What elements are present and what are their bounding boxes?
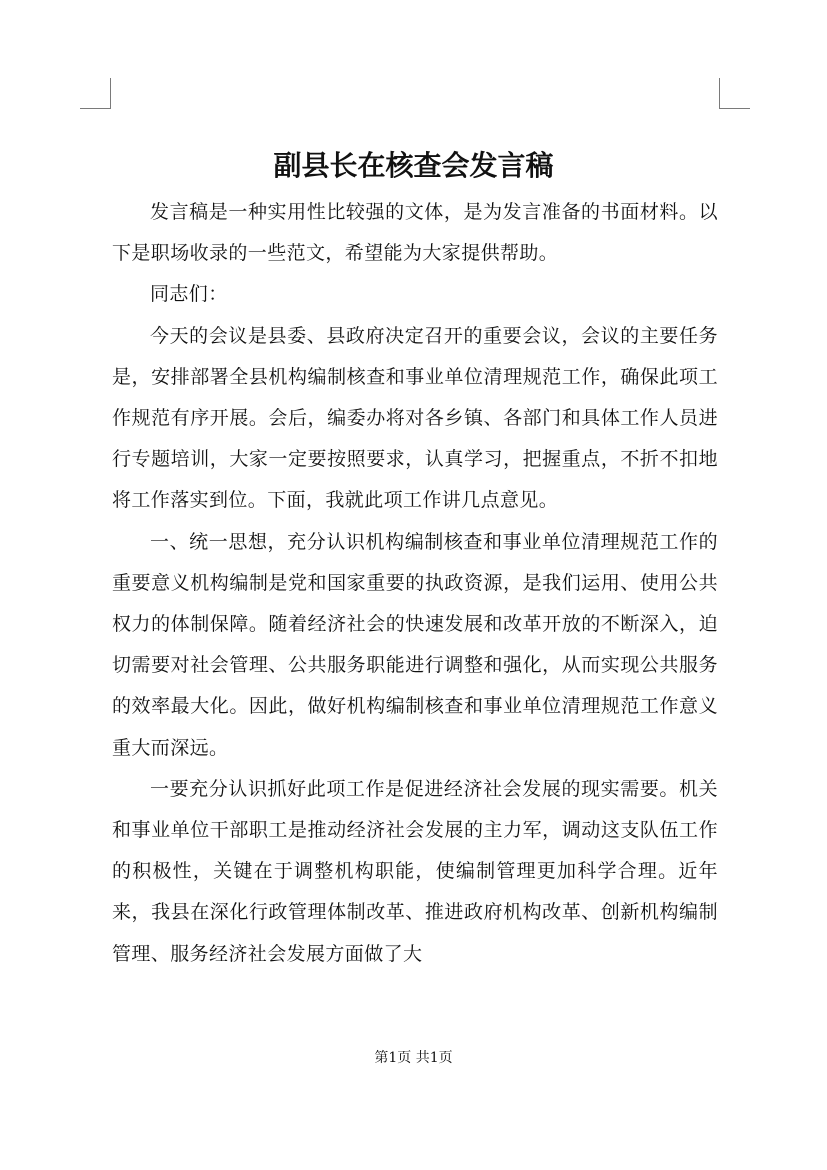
document-title: 副县长在核查会发言稿 xyxy=(273,149,554,182)
paragraph-section-one: 一、统一思想，充分认识机构编制核查和事业单位清理规范工作的重要意义机构编制是党和国家重要的执政资源，是我们运用、使用公共权力的体制保障。随着经济社会的快速发展和改革开放的不断深入，迫切需要对社会管理、公共服务职能进行调整和强化，从而实现公共服务的效率最大化。因此，做好机构编制核查和事业单位清理规范工作意义重大而深远。 xyxy=(112,530,718,759)
crop-mark-top-left xyxy=(80,78,111,109)
page-number-footer: 第1页 共1页 xyxy=(374,1050,453,1066)
paragraph-salutation: 同志们： xyxy=(150,283,228,306)
paragraph-intro: 发言稿是一种实用性比较强的文体，是为发言准备的书面材料。以下是职场收录的一些范文，希望能为大家提供帮助。 xyxy=(112,201,718,265)
paragraph-point-one: 一要充分认识抓好此项工作是促进经济社会发展的现实需要。机关和事业单位干部职工是推动经济社会发展的主力军，调动这支队伍工作的积极性，关键在于调整机构职能，使编制管理更加科学合理。近年来，我县在深化行政管理体制改革、推进政府机构改革、创新机构编制管理、服务经济社会发展方面做了大 xyxy=(112,777,718,965)
crop-mark-top-right xyxy=(719,78,750,109)
paragraph-meeting: 今天的会议是县委、县政府决定召开的重要会议，会议的主要任务是，安排部署全县机构编制核查和事业单位清理规范工作，确保此项工作规范有序开展。会后，编委办将对各乡镇、各部门和具体工作人员进行专题培训，大家一定要按照要求，认真学习，把握重点，不折不扣地将工作落实到位。下面，我就此项工作讲几点意见。 xyxy=(112,324,718,512)
document-body xyxy=(112,192,718,975)
